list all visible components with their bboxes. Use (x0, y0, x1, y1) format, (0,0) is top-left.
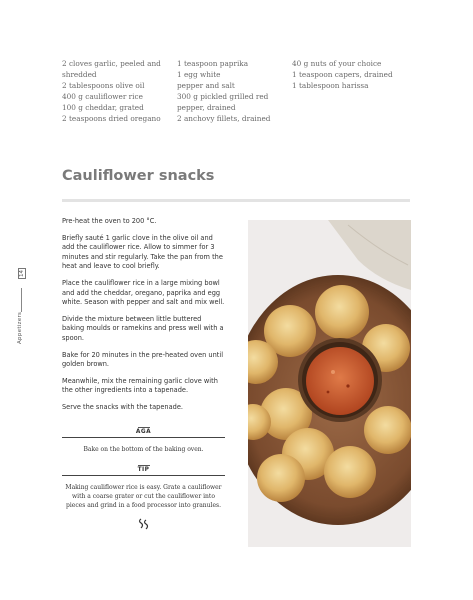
ingredient-item: 400 g cauliflower rice (62, 92, 143, 101)
ingredient-item: 1 egg white (177, 70, 221, 79)
method-step: Briefly sauté 1 garlic clove in the olive oil and add the cauliflower rice. Allow to simmer for 3 minutes and stir regularly. Take the pan from the heat and leave to cool briefly. (62, 233, 223, 271)
ingredient-item: 2 cloves garlic, peeled and (62, 59, 161, 68)
tip-text: Making cauliflower rice is easy. Grate a cauliflower with a coarse grater or cut the cauliflower into pieces and grind in a food processor into granules. (65, 483, 222, 509)
aga-heading-rule (138, 427, 150, 428)
tip-divider (62, 475, 225, 476)
ingredient-item: 2 tablespoons olive oil (62, 81, 145, 90)
dip-bowl (298, 338, 382, 422)
recipe-photo (248, 220, 411, 547)
method-step: Bake for 20 minutes in the pre-heated oven until golden brown. (62, 350, 224, 369)
method-step: Place the cauliflower rice in a large mixing bowl and add the cheddar, oregano, paprika and egg white. Season with pepper and salt and mix well. (62, 278, 225, 307)
ingredient-item: 2 anchovy fillets, drained (177, 114, 271, 123)
recipe-title: Cauliflower snacks (62, 168, 215, 184)
ingredient-item: shredded (62, 70, 97, 79)
method-step: Serve the snacks with the tapenade. (62, 402, 183, 411)
ingredient-item: pepper, drained (177, 103, 236, 112)
aga-note (62, 427, 225, 454)
ingredient-item: 1 teaspoon paprika (177, 59, 249, 68)
aga-heading: AGA (135, 428, 152, 435)
ingredient-item: 300 g pickled grilled red (177, 92, 269, 101)
aga-divider (62, 437, 225, 438)
ingredient-item: 2 teaspoons dried oregano (62, 114, 161, 123)
tip-heading-rule (138, 465, 150, 466)
method-step: Meanwhile, mix the remaining garlic clove with the other ingredients into a tapenade. (62, 376, 218, 395)
ingredient-item: 1 tablespoon harissa (292, 81, 369, 90)
section-label: Appetizers (17, 311, 23, 344)
ingredients-column-2 (177, 58, 292, 124)
ingredient-item: pepper and salt (177, 81, 235, 90)
method-step: Pre-heat the oven to 200 °C. (62, 217, 157, 225)
aga-text: Bake on the bottom of the baking oven. (83, 445, 204, 453)
tip-note (62, 465, 225, 510)
photo-illustration (248, 220, 411, 547)
ingredients-column-1 (62, 58, 177, 124)
tip-heading: TIP (137, 466, 150, 473)
ingredient-item: 100 g cheddar, grated (62, 103, 144, 112)
ingredients-column-3 (292, 58, 407, 124)
method-step: Divide the mixture between little buttered baking moulds or ramekins and press well with a spoon. (62, 314, 224, 342)
method-steps (62, 217, 225, 420)
title-divider (62, 199, 410, 202)
ingredient-item: 40 g nuts of your choice (292, 59, 382, 68)
ingredients-block (62, 58, 407, 124)
page-number: 14 (19, 270, 25, 277)
side-divider (21, 288, 22, 312)
publisher-logo-icon (137, 517, 151, 531)
ingredient-item: 1 teaspoon capers, drained (292, 70, 393, 79)
